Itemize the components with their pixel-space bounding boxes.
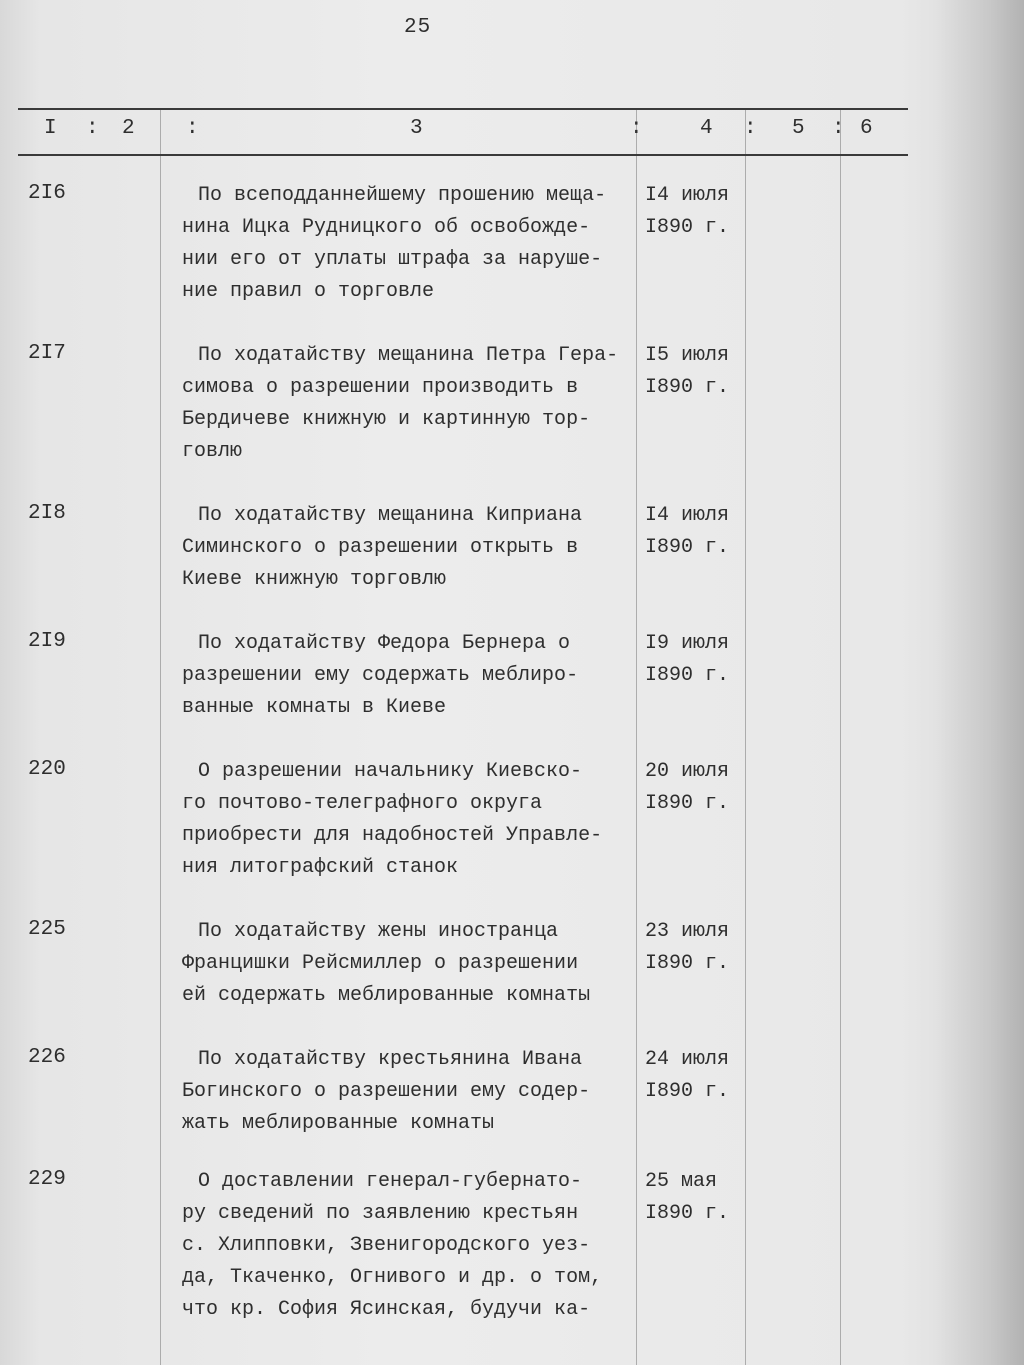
date-line: I890 г. [645, 664, 730, 687]
description-line: что кр. София Ясинская, будучи ка- [182, 1298, 591, 1321]
description-line: да, Ткаченко, Огнивого и др. о том, [182, 1266, 603, 1289]
description-line: нина Ицка Рудницкого об освобожде- [182, 216, 591, 239]
description-line: Францишки Рейсмиллер о разрешении [182, 952, 579, 975]
entry-number: 2I6 [28, 182, 66, 205]
column-header: : [832, 117, 845, 140]
date-line: I890 г. [645, 792, 730, 815]
page-number: 25 [404, 16, 432, 39]
column-header: : [630, 117, 643, 140]
description-line: ванные комнаты в Киеве [182, 696, 447, 719]
description-line: По всеподданнейшему прошению меща- [198, 184, 607, 207]
description-line: Бердичеве книжную и картинную тор- [182, 408, 591, 431]
description-line: Богинского о разрешении ему содер- [182, 1080, 591, 1103]
entry-description [182, 756, 652, 884]
date-line: I4 июля [645, 184, 730, 207]
date-line: I4 июля [645, 504, 730, 527]
column-header: 3 [410, 117, 423, 140]
entry-number: 229 [28, 1168, 66, 1191]
entry-date [645, 756, 755, 820]
column-header: : [186, 117, 199, 140]
entry-date [645, 340, 755, 404]
entry-date [645, 1166, 755, 1230]
description-line: жать меблированные комнаты [182, 1112, 495, 1135]
description-line: По ходатайству жены иностранца [198, 920, 559, 943]
column-header: 2 [122, 117, 135, 140]
date-line: I890 г. [645, 952, 730, 975]
entry-description [182, 1166, 652, 1326]
entry-date [645, 500, 755, 564]
entry-number: 2I8 [28, 502, 66, 525]
description-line: По ходатайству мещанина Киприана [198, 504, 583, 527]
description-line: Киеве книжную торговлю [182, 568, 447, 591]
description-line: говлю [182, 440, 243, 463]
description-line: го почтово-телеграфного округа [182, 792, 543, 815]
description-line: ей содержать меблированные комнаты [182, 984, 591, 1007]
date-line: I5 июля [645, 344, 730, 367]
description-line: приобрести для надобностей Управле- [182, 824, 603, 847]
entry-date [645, 1044, 755, 1108]
column-header: 6 [860, 117, 873, 140]
description-line: нии его от уплаты штрафа за наруше- [182, 248, 603, 271]
column-header: I [44, 117, 57, 140]
entry-date [645, 628, 755, 692]
entry-description [182, 628, 652, 724]
date-line: 23 июля [645, 920, 730, 943]
entry-number: 2I9 [28, 630, 66, 653]
header-bottom-rule [18, 154, 908, 156]
column-header: : [86, 117, 99, 140]
description-line: По ходатайству крестьянина Ивана [198, 1048, 583, 1071]
column-header: 4 [700, 117, 713, 140]
description-line: ния литографский станок [182, 856, 459, 879]
date-line: 25 мая [645, 1170, 718, 1193]
column-header: 5 [792, 117, 805, 140]
entry-date [645, 916, 755, 980]
date-line: I890 г. [645, 1202, 730, 1225]
date-line: I890 г. [645, 216, 730, 239]
description-line: По ходатайству мещанина Петра Гера- [198, 344, 619, 367]
date-line: 20 июля [645, 760, 730, 783]
entry-number: 220 [28, 758, 66, 781]
description-line: Симинского о разрешении открыть в [182, 536, 579, 559]
description-line: По ходатайству Федора Бернера о [198, 632, 571, 655]
entry-description [182, 340, 652, 468]
entry-number: 226 [28, 1046, 66, 1069]
date-line: I890 г. [645, 536, 730, 559]
entry-description [182, 1044, 652, 1140]
description-line: О доставлении генерал-губернато- [198, 1170, 583, 1193]
description-line: разрешении ему содержать меблиро- [182, 664, 579, 687]
entry-number: 2I7 [28, 342, 66, 365]
date-line: I890 г. [645, 1080, 730, 1103]
entry-description [182, 180, 652, 308]
entry-number: 225 [28, 918, 66, 941]
date-line: 24 июля [645, 1048, 730, 1071]
column-header: : [744, 117, 757, 140]
entry-date [645, 180, 755, 244]
description-line: ние правил о торговле [182, 280, 435, 303]
header-top-rule [18, 108, 908, 110]
entry-description [182, 916, 652, 1012]
description-line: симова о разрешении производить в [182, 376, 579, 399]
description-line: ру сведений по заявлению крестьян [182, 1202, 579, 1225]
column-divider [160, 110, 161, 1365]
date-line: I890 г. [645, 376, 730, 399]
entry-description [182, 500, 652, 596]
date-line: I9 июля [645, 632, 730, 655]
page-edge-shadow [934, 0, 1024, 1365]
description-line: с. Хлипповки, Звенигородского уез- [182, 1234, 591, 1257]
column-divider [840, 110, 841, 1365]
description-line: О разрешении начальнику Киевско- [198, 760, 583, 783]
